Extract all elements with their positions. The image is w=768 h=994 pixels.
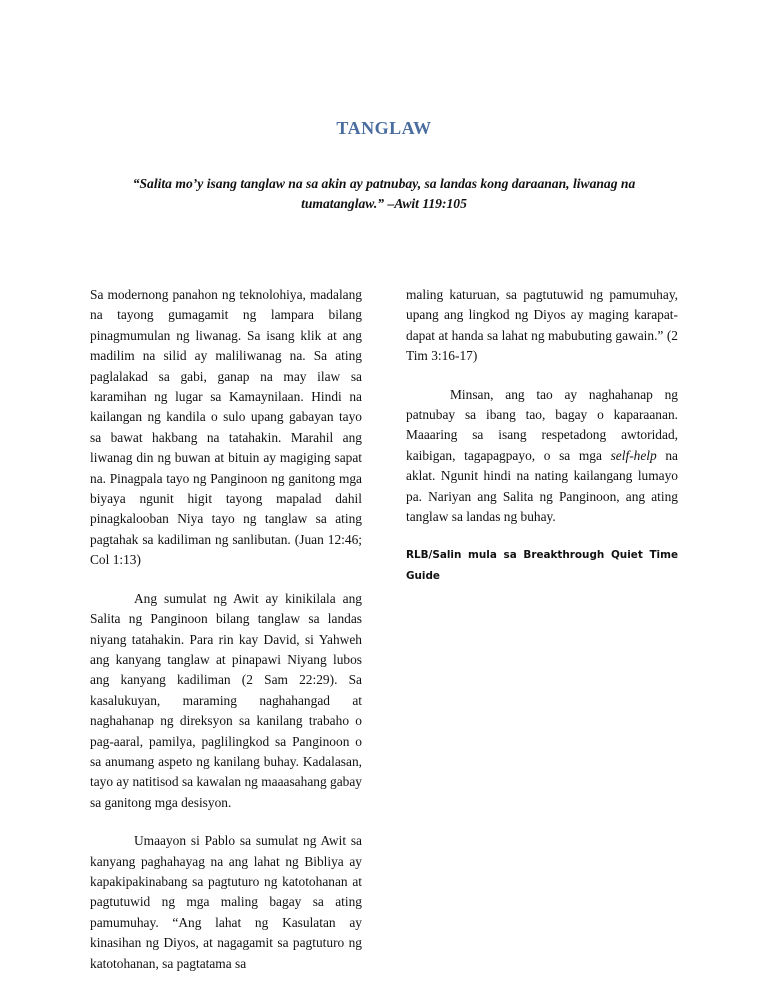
left-column [90, 285, 362, 992]
page-title: TANGLAW [336, 118, 432, 138]
paragraph-4 [406, 385, 678, 528]
epigraph-verse: “Salita mo’y isang tanglaw na sa akin ay patnubay, sa landas kong daraanan, liwanag na tumatanglaw.” –Awit 119:105 [132, 176, 636, 211]
source-credit: RLB/Salin mula sa Breakthrough Quiet Time Guide [406, 549, 678, 582]
paragraph-4-text-a: Minsan, ang tao ay naghahanap ng patnubay sa ibang tao, bagay o kaparaanan. Maaaring sa isang respetadong awtoridad, kaibigan, tagapagpayo, o sa mga [406, 386, 678, 463]
paragraph-1: Sa modernong panahon ng teknolohiya, madalang na tayong gumagamit ng lampara bilang pinagmumulan ng liwanag. Sa isang klik at ang madilim na silid ay maliliwanag na. Sa ating paglalakad sa gabi, ganap na may ilaw sa karamihan ng lugar sa Kamaynilaan. Hindi na kailangan ng kandila o sulo upang gabayan tayo sa bawat hakbang na tatahakin. Marahil ang liwanag din ng buwan at bituin ay magiging sapat na. Pinagpala tayo ng Panginoon ng ganitong mga biyaya ngunit higit tayong mapalad dahil pinagkalooban Niya tayo ng tanglaw sa ating pagtahak sa kadiliman ng sanlibutan. (Juan 12:46; Col 1:13) [90, 287, 362, 568]
paragraph-3-continued: maling katuruan, sa pagtutuwid ng pamumuhay, upang ang lingkod ng Diyos ay maging karapat-dapat at handa sa lahat ng mabubuting gawain.” (2 Tim 3:16-17) [406, 287, 678, 364]
paragraph-3: Umaayon si Pablo sa sumulat ng Awit sa kanyang paghahayag na ang lahat ng Bibliya ay kapakipakinabang sa pagtuturo ng katotohanan at pagtutuwid ng mga maling bagay sa ating pamumuhay. “Ang lahat ng Kasulatan ay kinasihan ng Diyos, at nagagamit sa pagtuturo ng katotohanan, sa pagtatama sa [90, 833, 362, 971]
paragraph-2: Ang sumulat ng Awit ay kinikilala ang Salita ng Panginoon bilang tanglaw sa landas niyang tatahakin. Para rin kay David, si Yahweh ang kanyang tanglaw at pinapawi Niyang lubos ang kanyang kadiliman (2 Sam 22:29). Sa kasalukuyan, maraming naghahangad at naghahanap ng direksyon sa kanilang trabaho o pag-aaral, pamilya, paglilingkod sa Panginoon o sa anumang aspeto ng kanilang buhay. Kadalasan, tayo ay natitisod sa kawalan ng maaasahang gabay sa ganitong mga desisyon. [90, 590, 362, 810]
right-column [406, 285, 678, 604]
self-help-emphasis: self-help [610, 447, 657, 463]
paragraph-4-text-b: na aklat. Ngunit hindi na nating kailangang lumayo pa. Nariyan ang Salita ng Panginoon, ang ating tanglaw sa landas ng buhay. [406, 447, 678, 525]
